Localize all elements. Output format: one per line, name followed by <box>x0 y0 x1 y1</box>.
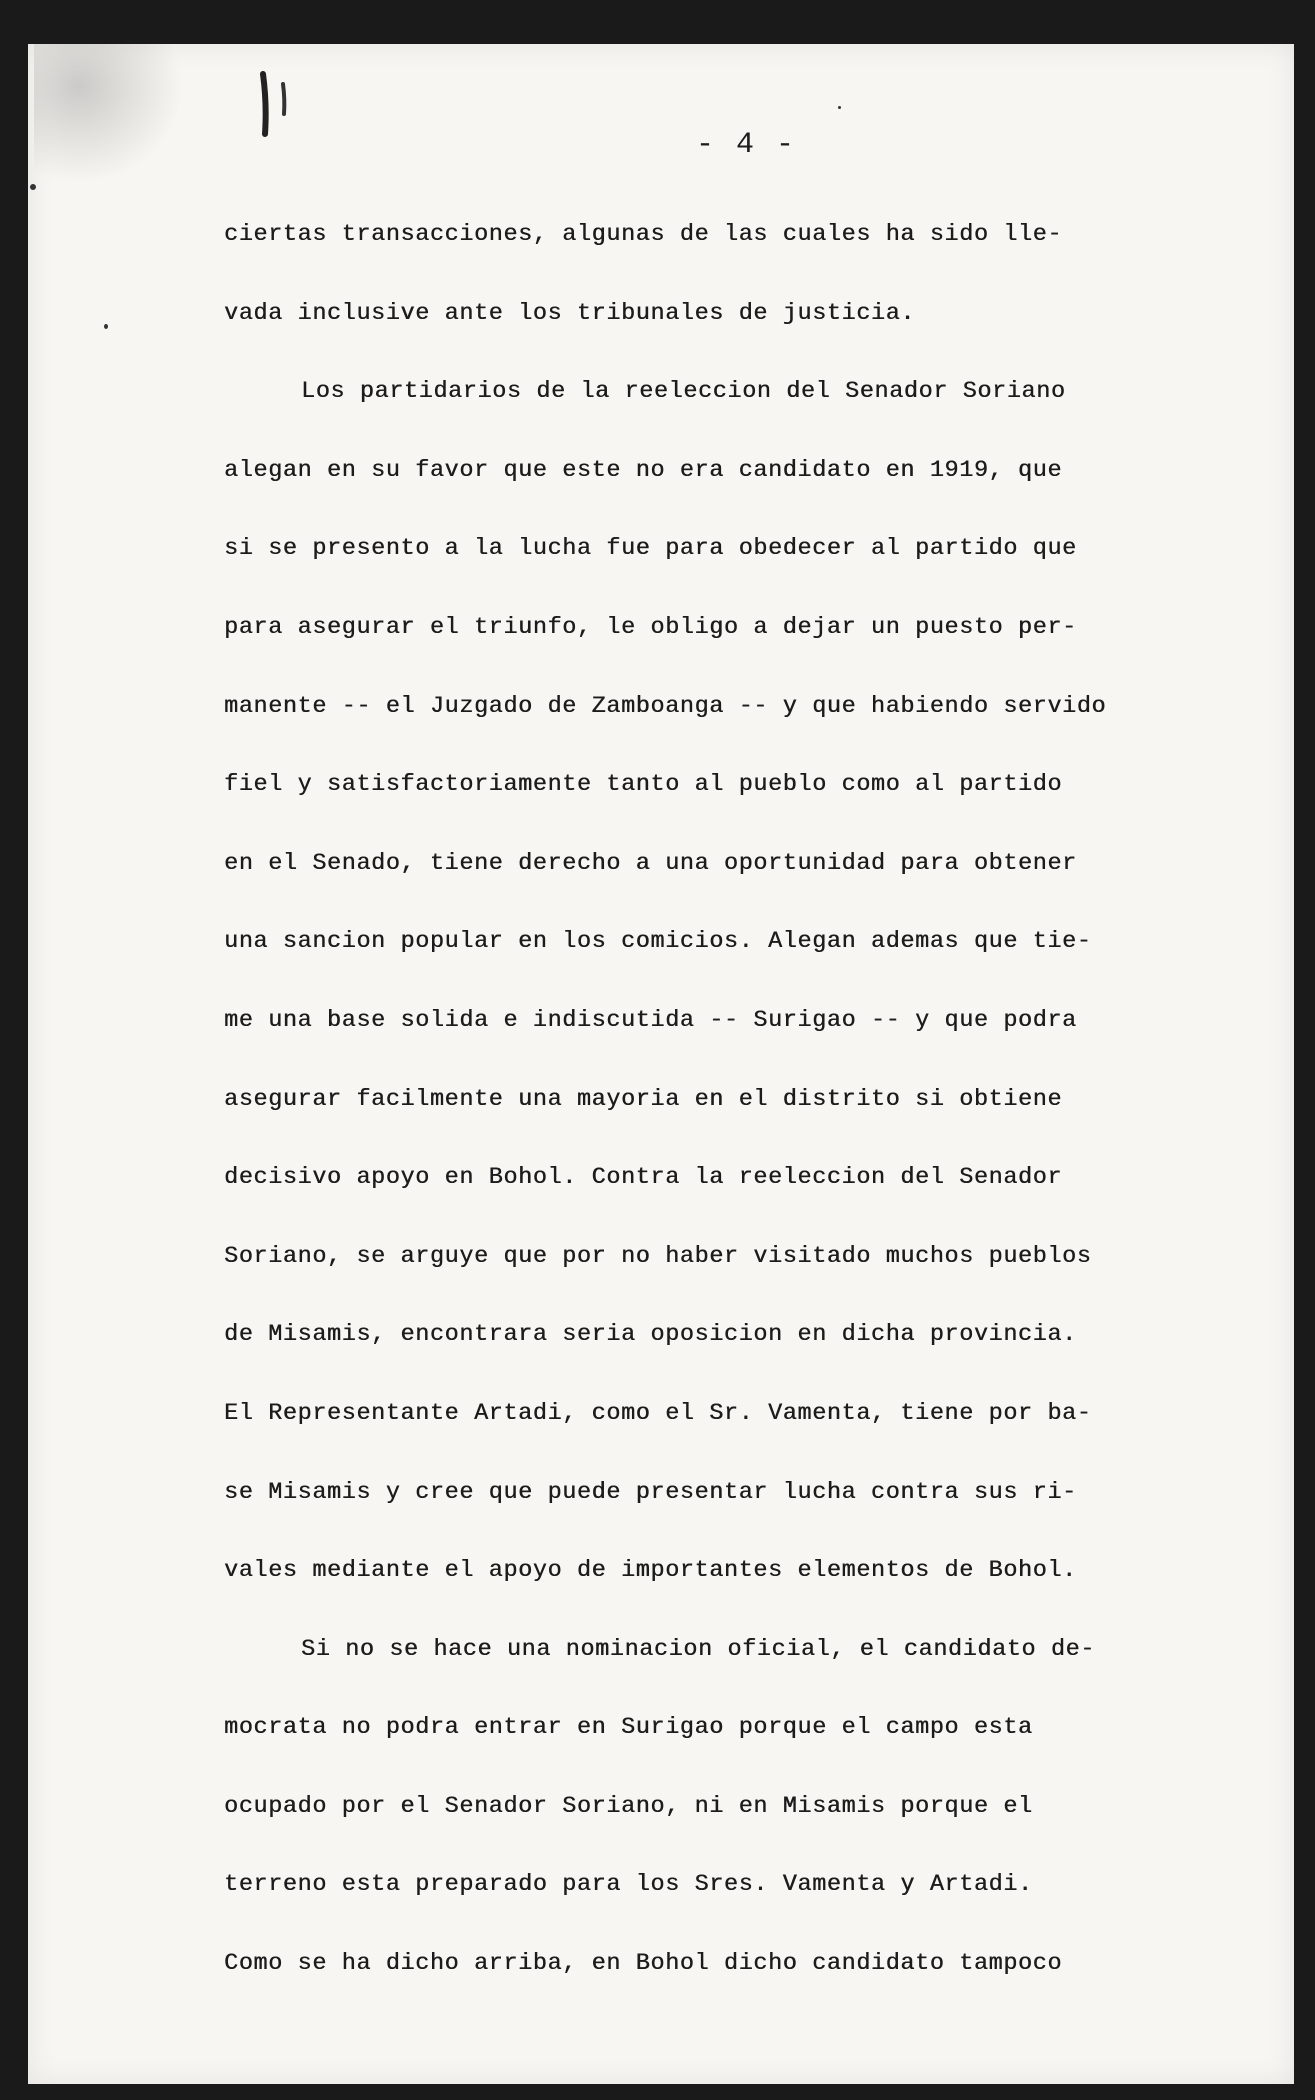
speck <box>104 324 108 329</box>
text-line: para asegurar el triunfo, le obligo a dejar un puesto per- <box>224 613 1077 641</box>
text-line: de Misamis, encontrara seria oposicion en dicha provincia. <box>224 1321 1077 1349</box>
text-line: si se presento a la lucha fue para obedecer al partido que <box>224 535 1077 563</box>
text-line: vales mediante el apoyo de importantes elementos de Bohol. <box>224 1557 1077 1585</box>
text-line: terreno esta preparado para los Sres. Vamenta y Artadi. <box>224 1871 1033 1899</box>
text-line: decisivo apoyo en Bohol. Contra la reeleccion del Senador <box>224 1164 1063 1192</box>
speck <box>30 184 36 190</box>
text-line: alegan en su favor que este no era candidato en 1919, que <box>224 456 1063 484</box>
text-line: me una base solida e indiscutida -- Surigao -- y que podra <box>224 1006 1077 1034</box>
document-page <box>28 44 1294 2084</box>
text-line: ciertas transacciones, algunas de las cuales ha sido lle- <box>224 221 1063 248</box>
text-line: manente -- el Juzgado de Zamboanga -- y que habiendo servido <box>224 692 1107 720</box>
text-line: una sancion popular en los comicios. Alegan ademas que tie- <box>224 928 1092 956</box>
text-line: mocrata no podra entrar en Surigao porque el campo esta <box>224 1714 1033 1742</box>
speck <box>838 106 841 109</box>
typed-text-body <box>224 196 1234 2004</box>
text-line: ocupado por el Senador Soriano, ni en Misamis porque el <box>224 1792 1033 1820</box>
text-line: Soriano, se arguye que por no haber visitado muchos pueblos <box>224 1242 1092 1270</box>
page-number: - 4 - <box>695 128 796 162</box>
text-line: Si no se hace una nominacion oficial, el candidato de- <box>301 1635 1095 1663</box>
text-line: asegurar facilmente una mayoria en el distrito si obtiene <box>224 1085 1063 1113</box>
text-line: fiel y satisfactoriamente tanto al pueblo como al partido <box>224 771 1063 799</box>
text-line: en el Senado, tiene derecho a una oportunidad para obtener <box>224 849 1077 877</box>
text-line: vada inclusive ante los tribunales de justicia. <box>224 299 916 327</box>
page-smudge <box>34 44 184 184</box>
text-line: Como se ha dicho arriba, en Bohol dicho candidato tampoco <box>224 1950 1063 1978</box>
text-line: se Misamis y cree que puede presentar lucha contra sus ri- <box>224 1478 1077 1506</box>
text-line: Los partidarios de la reeleccion del Senador Soriano <box>301 378 1066 406</box>
text-line: El Representante Artadi, como el Sr. Vamenta, tiene por ba- <box>224 1399 1092 1427</box>
